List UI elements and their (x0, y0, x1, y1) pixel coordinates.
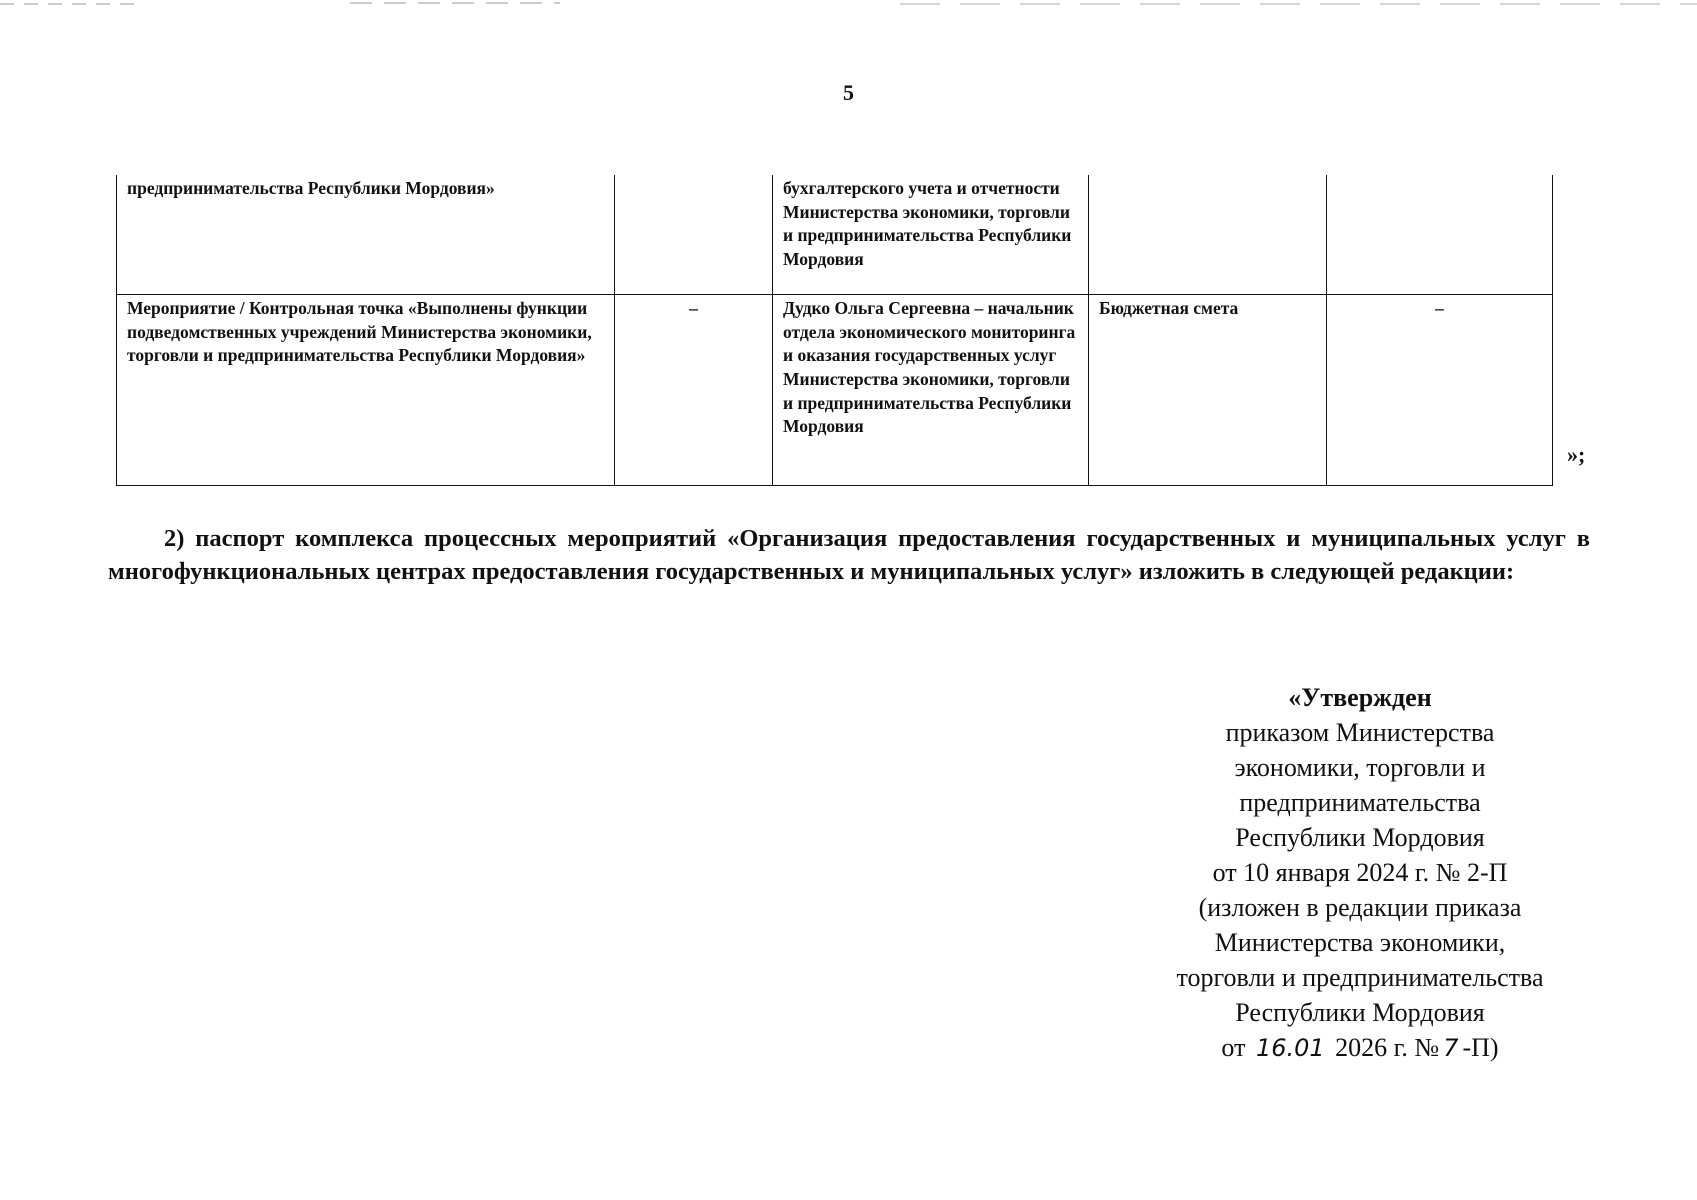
approval-date-line (1150, 1030, 1570, 1066)
table-cell-col2 (615, 175, 773, 295)
approval-date-suffix: 2026 г. № (1335, 1033, 1440, 1062)
table-cell-event: Мероприятие / Контрольная точка «Выполнены функции подведомственных учреждений Министерства экономики, торговли и предпринимательства Республики Мордовия» (117, 295, 615, 486)
scan-edge-marks (0, 0, 1697, 8)
table-row (117, 175, 1553, 295)
approval-number-suffix: -П) (1462, 1033, 1499, 1062)
table-cell-responsible: Дудко Ольга Сергеевна – начальник отдела экономического мониторинга и оказания государственных услуг Министерства экономики, торговли и предпринимательства Республики Мордовия (773, 295, 1089, 486)
amendment-paragraph: 2) паспорт комплекса процессных мероприятий «Организация предоставления государственных и муниципальных услуг в многофункциональных центрах предоставления государственных и муниципальных услуг» изложить в следующей редакции: (108, 525, 1590, 585)
approval-line: Республики Мордовия (1235, 823, 1485, 852)
activities-table (116, 175, 1553, 486)
handwritten-number: 7 (1443, 1034, 1459, 1062)
approval-block (1150, 680, 1570, 1066)
approval-title: «Утвержден (1288, 683, 1432, 712)
table-cell-responsible: бухгалтерского учета и отчетности Министерства экономики, торговли и предпринимательства Республики Мордовия (773, 175, 1089, 295)
approval-line: торговли и предпринимательства (1176, 963, 1544, 992)
approval-line: Республики Мордовия (1235, 998, 1485, 1027)
approval-line: предпринимательства (1239, 788, 1481, 817)
approval-line: экономики, торговли и (1234, 753, 1486, 782)
page-number: 5 (843, 80, 854, 105)
table-cell-col5: – (1327, 295, 1553, 486)
approval-date-prefix: от (1221, 1033, 1246, 1062)
table-row (117, 295, 1553, 486)
table-cell-document (1089, 175, 1327, 295)
approval-line: приказом Министерства (1225, 718, 1495, 747)
handwritten-date: 16.01 (1255, 1034, 1325, 1062)
table-closing-quote: »; (1567, 442, 1586, 467)
table-cell-event: предпринимательства Республики Мордовия» (117, 175, 615, 295)
approval-line: (изложен в редакции приказа (1198, 893, 1522, 922)
table-cell-document: Бюджетная смета (1089, 295, 1327, 486)
approval-line: Министерства экономики, (1214, 928, 1506, 957)
approval-line: от 10 января 2024 г. № 2-П (1212, 858, 1508, 887)
table-cell-col2: – (615, 295, 773, 486)
table-cell-col5 (1327, 175, 1553, 295)
